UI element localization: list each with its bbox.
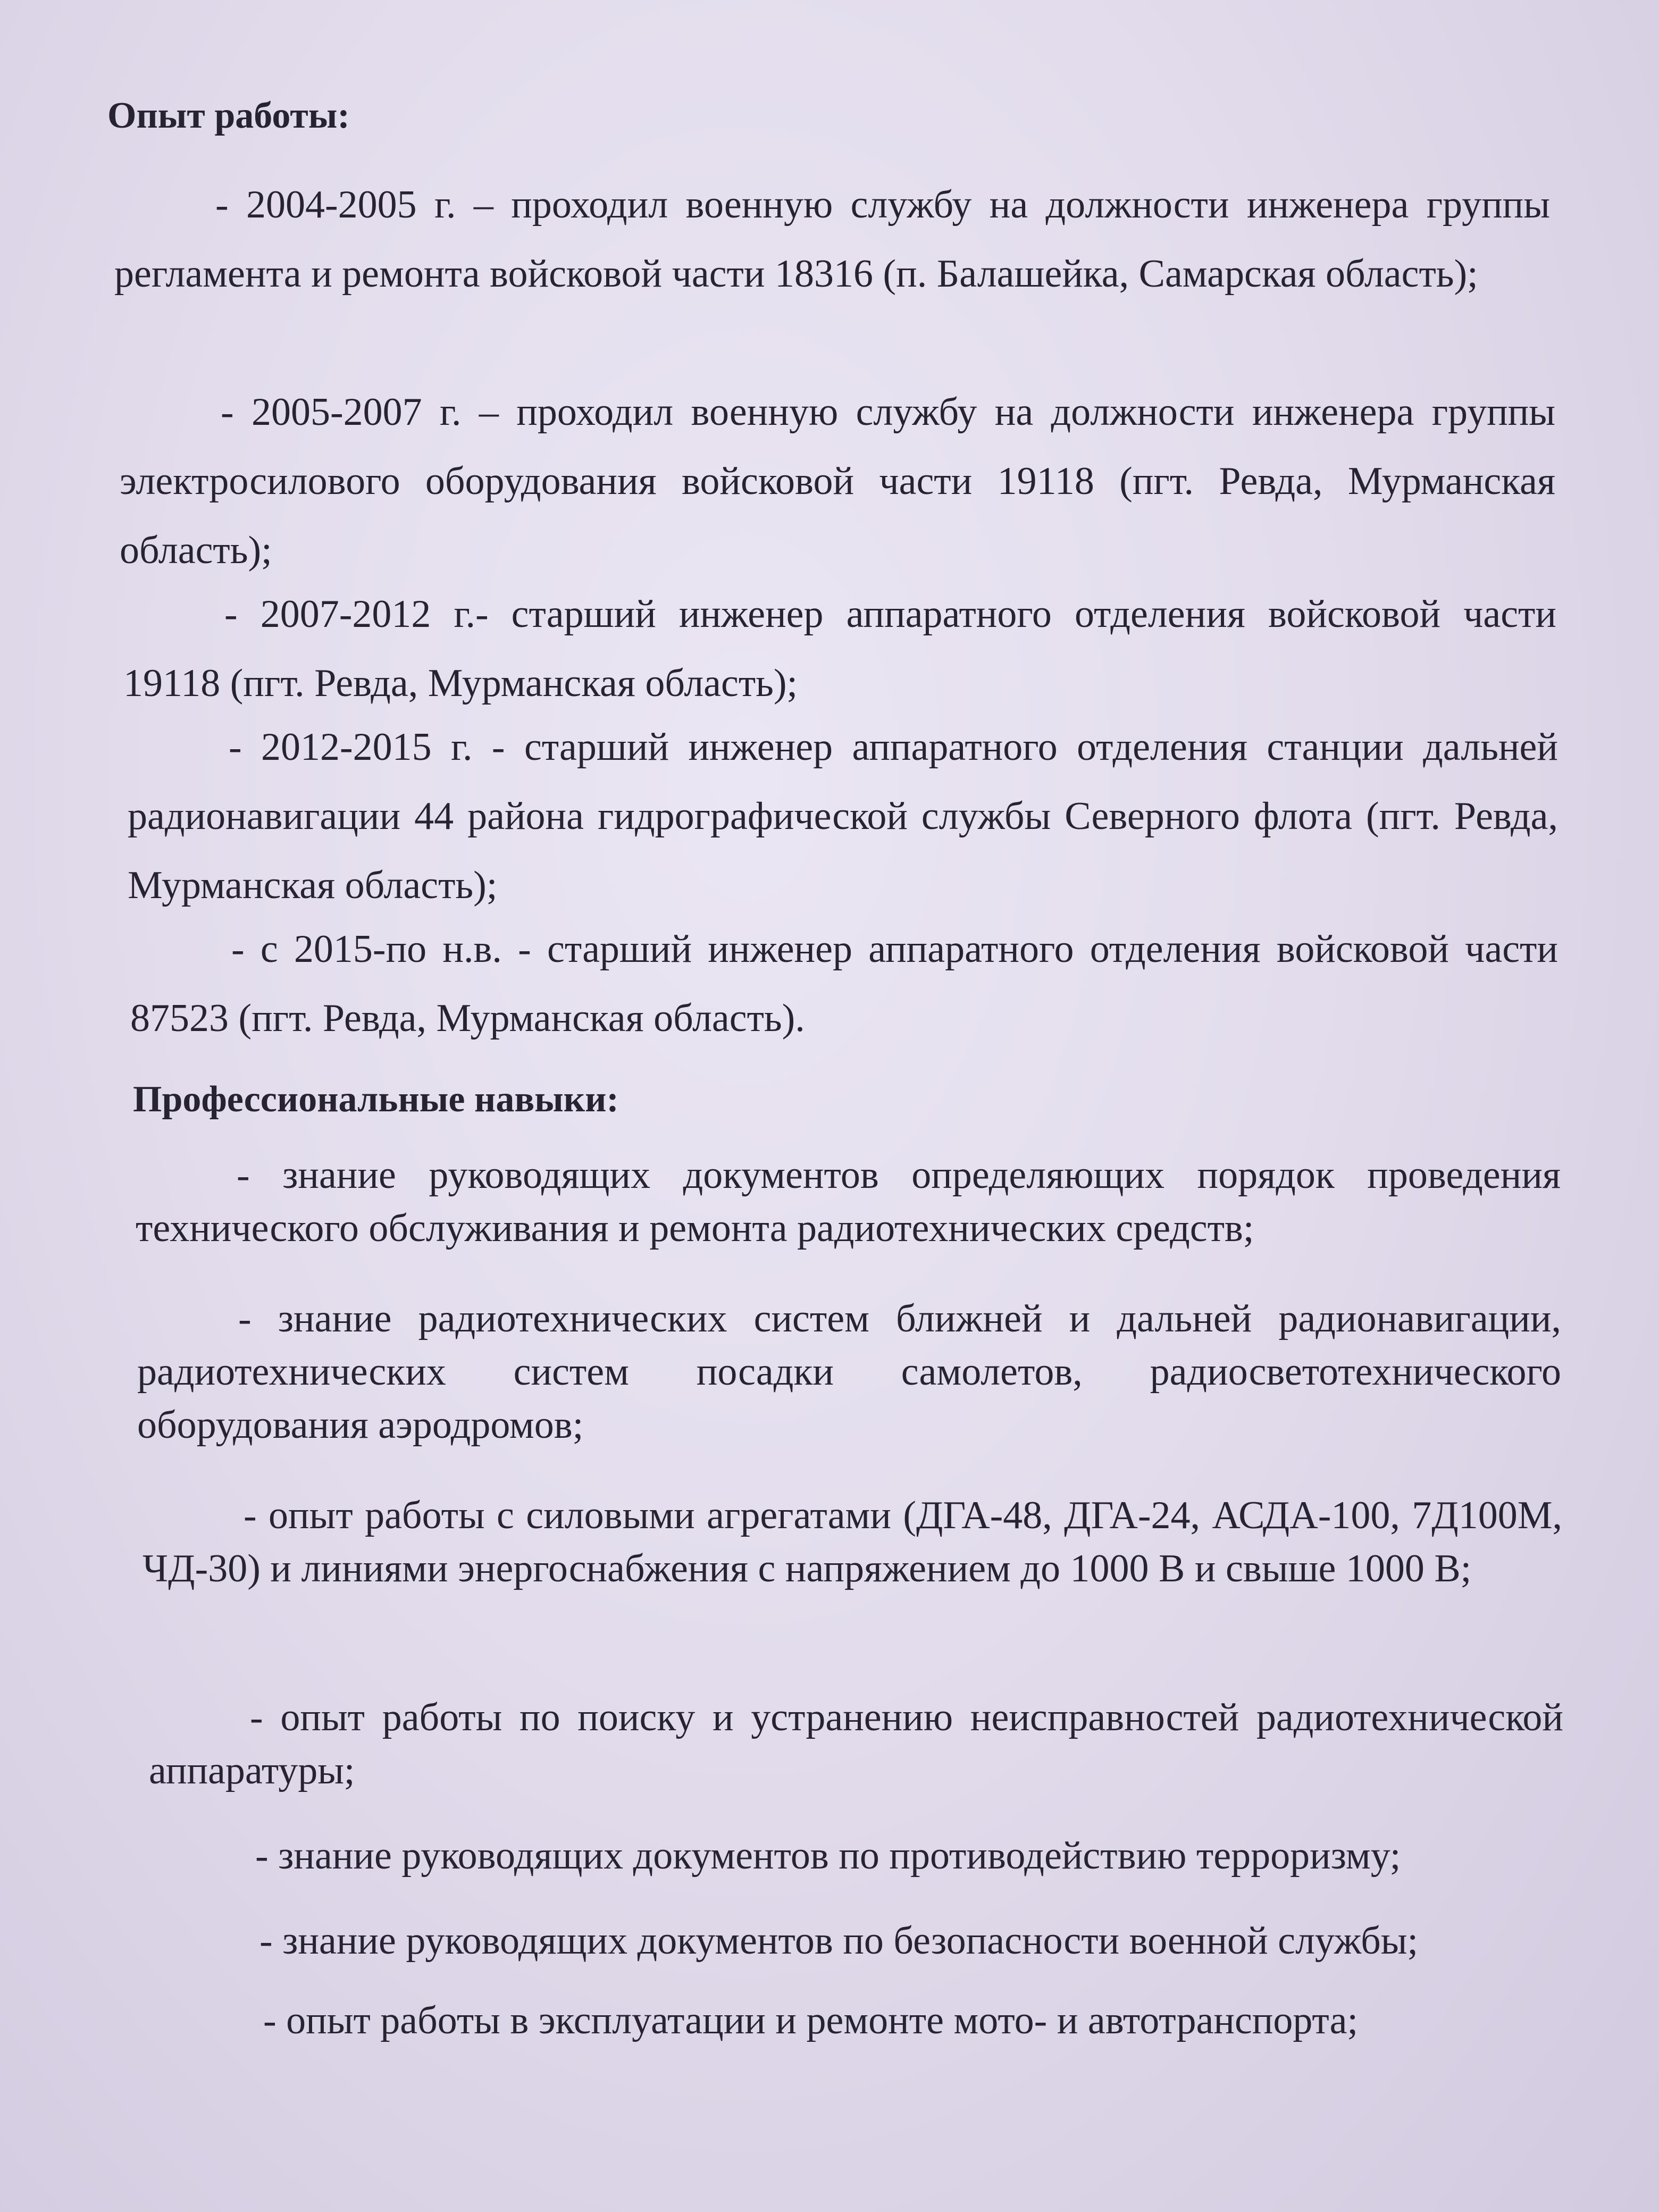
experience-item: - 2005-2007 г. – проходил военную службу на должности инженера группы электросилового оборудования войсковой части 19118 (пгт. Ревда, Мурманская область); <box>120 390 1555 572</box>
skill-item: - опыт работы в эксплуатации и ремонте мото- и автотранспорта; <box>263 1999 1359 2042</box>
skill-item: - опыт работы с силовыми агрегатами (ДГА-48, ДГА-24, АСДА-100, 7Д100М, ЧД-30) и линиями энергоснабжения с напряжением до 1000 В и свыше 1000 В; <box>143 1494 1562 1590</box>
experience-item: - с 2015-по н.в. - старший инженер аппаратного отделения войсковой части 87523 (пгт. Ревда, Мурманская область). <box>130 927 1558 1040</box>
experience-item: - 2004-2005 г. – проходил военную службу на должности инженера группы регламента и ремонта войсковой части 18316 (п. Балашейка, Самарская область); <box>114 183 1550 296</box>
experience-item: - 2012-2015 г. - старший инженер аппаратного отделения станции дальней радионавигации 44 района гидрографической службы Северного флота (пгт. Ревда, Мурманская область); <box>128 725 1558 907</box>
skill-item: - опыт работы по поиску и устранению неисправностей радиотехнической аппаратуры; <box>149 1696 1563 1792</box>
skill-item: - знание руководящих документов определяющих порядок проведения технического обслуживания и ремонта радиотехнических средств; <box>136 1153 1561 1250</box>
skill-item: - знание радиотехнических систем ближней и дальней радионавигации, радиотехнических систем посадки самолетов, радиосветотехнического оборудования аэродромов; <box>137 1297 1561 1447</box>
skill-item: - знание руководящих документов по безопасности военной службы; <box>259 1919 1419 1963</box>
experience-item: - 2007-2012 г.- старший инженер аппаратного отделения войсковой части 19118 (пгт. Ревда, Мурманская область); <box>123 592 1556 705</box>
skills-heading: Профессиональные навыки: <box>133 1079 619 1120</box>
skill-item: - знание руководящих документов по противодействию терроризму; <box>255 1834 1401 1878</box>
experience-heading: Опыт работы: <box>107 95 350 136</box>
